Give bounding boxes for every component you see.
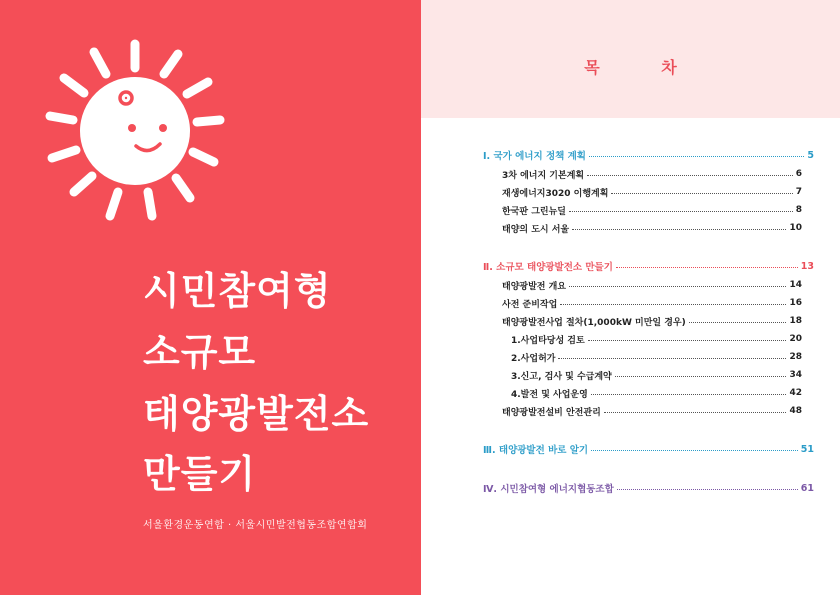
dot-leader — [569, 211, 793, 212]
toc-section-3[interactable] — [483, 442, 814, 456]
toc-item-label: 태양광발전설비 안전관리 — [502, 407, 601, 418]
toc-page-number: 16 — [789, 298, 802, 308]
toc-item-label: 태양의 도시 서울 — [502, 224, 570, 235]
toc-item-label: 3.신고, 검사 및 수급계약 — [511, 371, 612, 382]
toc-header — [421, 0, 840, 118]
dot-leader — [587, 175, 793, 176]
toc-item-label: 재생에너지3020 이행계획 — [502, 188, 609, 199]
dot-leader — [558, 358, 786, 359]
toc-page-number: 5 — [807, 149, 814, 161]
toc-section-4[interactable] — [483, 481, 814, 495]
toc-section-label: Ⅰ. 국가 에너지 정책 계획 — [483, 151, 586, 162]
toc-section-label: Ⅳ. 시민참여형 에너지협동조합 — [483, 484, 614, 495]
toc-item[interactable] — [502, 314, 802, 328]
toc-page — [421, 0, 840, 595]
toc-subitem[interactable] — [511, 368, 802, 382]
dot-leader — [572, 229, 786, 230]
toc-subitem[interactable] — [511, 350, 802, 364]
dot-leader — [588, 340, 787, 341]
toc-section-1[interactable] — [483, 148, 814, 162]
toc-page-number: 28 — [789, 352, 802, 362]
toc-heading: 목 차 — [584, 58, 705, 77]
dot-leader — [589, 156, 804, 157]
toc-item[interactable] — [502, 296, 802, 310]
toc-subitem[interactable] — [511, 386, 802, 400]
toc-page-number: 13 — [800, 260, 814, 272]
dot-leader — [616, 267, 798, 268]
toc-page-number: 61 — [800, 482, 814, 494]
toc-subitem[interactable] — [511, 332, 802, 346]
dot-leader — [617, 489, 798, 490]
toc-item-label: 사전 준비작업 — [502, 299, 558, 310]
toc-item[interactable] — [502, 185, 802, 199]
cover-publisher: 서울환경운동연합 · 서울시민발전협동조합연합회 — [143, 520, 368, 531]
toc-section-label: Ⅱ. 소규모 태양광발전소 만들기 — [483, 262, 613, 273]
toc-page-number: 8 — [795, 205, 802, 215]
toc-item-label: 태양광발전사업 절차(1,000kW 미만일 경우) — [502, 317, 686, 328]
toc-page-number: 48 — [789, 406, 802, 416]
cover-title-line-4: 만들기 — [143, 452, 257, 496]
toc-page-number: 14 — [789, 280, 802, 290]
toc-item[interactable] — [502, 203, 802, 217]
toc-item-label: 태양광발전 개요 — [502, 281, 566, 292]
sun-icon — [40, 36, 230, 226]
toc-page-number: 34 — [789, 370, 802, 380]
cover-title-line-2: 소규모 — [143, 330, 257, 374]
cover-title-line-1: 시민참여형 — [143, 269, 332, 313]
cover-title-line-3: 태양광발전소 — [143, 392, 370, 436]
toc-item[interactable] — [502, 221, 802, 235]
toc-page-number: 6 — [795, 169, 802, 179]
dot-leader — [689, 322, 787, 323]
toc-item-label: 2.사업허가 — [511, 353, 556, 364]
toc-item[interactable] — [502, 404, 802, 418]
dot-leader — [591, 450, 798, 451]
dot-leader — [611, 193, 792, 194]
toc-page-number: 10 — [789, 223, 802, 233]
dot-leader — [569, 286, 786, 287]
toc-item-label: 1.사업타당성 검토 — [511, 335, 585, 346]
toc-page-number: 20 — [789, 334, 802, 344]
dot-leader — [604, 412, 787, 413]
toc-page-number: 42 — [789, 388, 802, 398]
toc-section-2[interactable] — [483, 259, 814, 273]
dot-leader — [615, 376, 787, 377]
toc-item-label: 3차 에너지 기본계획 — [502, 170, 585, 181]
dot-leader — [591, 394, 787, 395]
toc-item-label: 4.발전 및 사업운영 — [511, 389, 588, 400]
toc-item[interactable] — [502, 167, 802, 181]
dot-leader — [560, 304, 786, 305]
toc-item-label: 한국판 그린뉴딜 — [502, 206, 566, 217]
toc-page-number: 7 — [795, 187, 802, 197]
toc-section-label: Ⅲ. 태양광발전 바로 알기 — [483, 445, 589, 456]
toc-page-number: 51 — [800, 443, 814, 455]
toc-item[interactable] — [502, 278, 802, 292]
toc-page-number: 18 — [789, 316, 802, 326]
